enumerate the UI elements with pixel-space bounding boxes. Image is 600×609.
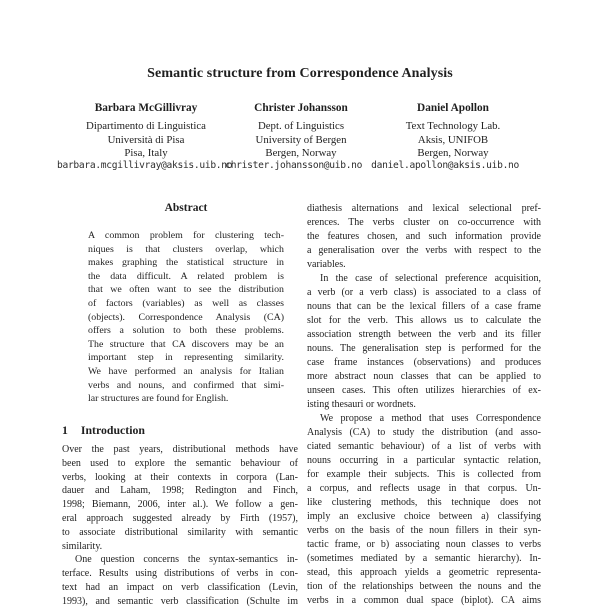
email-text: christer.johansson@uib.no (225, 160, 363, 171)
text-line: Analysis (CA) to study the distribution (and asso- (307, 427, 541, 438)
text-line: erences. The verbs cluster on co-occurrence with (307, 217, 541, 228)
author-name: Barbara McGillivray (94, 102, 198, 114)
email-text: daniel.apollon@aksis.uib.no (371, 160, 519, 171)
text-line: text had an impact on verb classification (Levin, (62, 581, 298, 593)
text-line: verbs on the basis of the noun fillers in their syn- (307, 525, 541, 536)
text-line: 1998; Biemann, 2006, inter al.). We follow a gen- (62, 499, 298, 511)
text-line: offers a solution to both these problems. (88, 325, 284, 337)
text-line: One question concerns the syntax-semantics in- (75, 554, 298, 566)
section-title: Introduction (80, 423, 145, 437)
text-line: association strength between the verb and its filler (307, 329, 541, 340)
text-line: niques is that clusters overlap, which (88, 243, 284, 255)
text-line: like clustering methods, this technique does not (307, 497, 541, 508)
text-line: more abstract noun classes that can be applied to (307, 371, 541, 382)
text-line: We propose a method that uses Correspondence (320, 413, 541, 424)
text-line: imply an exclusive choice between a) classifying (307, 511, 541, 522)
text-line: nouns. The generalisation step is performed for the (307, 343, 541, 354)
page-title: Semantic structure from Correspondence Analysis (147, 66, 453, 81)
text-line: ciated semantic behaviour) of a list of verbs with (307, 441, 541, 452)
text-line: (sometimes mediated by a semantic hierarchy). In- (307, 553, 541, 564)
text-line: slot for the verb. This allows us to calculate the (307, 315, 541, 326)
text-line: tactic frame, or b) associating noun classes to verbs (307, 539, 541, 550)
author-affiliation: Dept. of Linguistics (257, 120, 345, 132)
text-line: We have performed an analysis for Italian (88, 365, 284, 377)
text-line: eral approach suggested already by Firth (1957), (62, 512, 298, 524)
author-affiliation: Dipartimento di Linguistica (86, 120, 206, 132)
text-line: terface. Results using distributions of verbs in con- (62, 568, 298, 580)
text-line: nouns occurring in a particular syntactic relation, (307, 455, 541, 466)
column-right (307, 202, 541, 608)
author-name: Daniel Apollon (417, 102, 489, 114)
text-line: verbs and nouns, and confirmed that simi- (88, 379, 284, 391)
text-line: of factors (variables) as well as classes (88, 297, 284, 309)
author-affiliation: University of Bergen (255, 133, 347, 146)
section-heading (62, 423, 298, 438)
author-affiliation: Bergen, Norway (265, 147, 337, 159)
text-line: unseen cases. This often utilizes hierarchies of ex- (307, 385, 541, 396)
text-line: 1993), and semantic verb classification (Schulte im (62, 595, 298, 607)
abstract-heading: Abstract (164, 202, 208, 214)
text-line: Over the past years, distributional methods have (62, 444, 298, 455)
author-block (358, 101, 548, 161)
author-affiliation: Aksis, UNIFOB (417, 133, 489, 146)
text-line: the features chosen, and such information provide (307, 231, 541, 242)
text-line: (objects). Correspondence Analysis (CA) (88, 311, 284, 323)
text-line: tion of the relationships between the nouns and the (307, 581, 541, 592)
author-affiliation: Text Technology Lab. (405, 120, 501, 132)
text-line: lar structures are found for English. (88, 393, 229, 405)
abstract-text (88, 229, 284, 406)
column-left (62, 443, 298, 609)
text-line: isting thesauri or wordnets. (307, 399, 416, 410)
author-affiliation: Bergen, Norway (417, 147, 489, 159)
text-line: dauer and Laham, 1998; Redington and Finch, (62, 485, 298, 497)
text-line: a verb (or a verb class) is associated to a class of (307, 287, 541, 298)
text-line: similarity. (62, 540, 103, 552)
section-number: 1 (62, 423, 68, 437)
text-line: case frame instances (observations) and produces (307, 357, 541, 368)
text-line: important step in representing similarity. (88, 352, 284, 364)
text-line: nouns that can be the lexical fillers of a case frame (307, 301, 541, 312)
text-line: a corpus, and reflects usage in that corpus. Un- (307, 483, 541, 494)
text-line: verbs, looking at their contexts in corpora (Lan- (62, 471, 298, 483)
text-line: In the case of selectional preference acquisition, (320, 273, 541, 284)
author-name: Christer Johansson (254, 102, 348, 114)
author-affiliation: Università di Pisa (107, 133, 185, 146)
email-text: barbara.mcgillivray@aksis.uib.no (57, 160, 233, 171)
text-line: variables. (307, 259, 346, 270)
author-emails (57, 160, 519, 171)
text-line: that we often want to see the distribution (88, 284, 284, 296)
text-line: been used to explore the semantic behaviour of (62, 457, 298, 469)
text-line: A common problem for clustering tech- (88, 230, 284, 241)
text-line: to associate distributional similarity with semantic (62, 526, 298, 538)
text-line: stead, this approach yields a geometric representa- (307, 567, 541, 578)
author-affiliation: Pisa, Italy (124, 147, 168, 159)
text-line: makes graphing the statistical structure in (88, 257, 284, 269)
text-line: a generalisation over the verbs with respect to the (307, 245, 541, 256)
text-line: for example their subjects. This is collected from (307, 469, 541, 480)
text-line: The structure that CA discovers may be an (88, 338, 284, 350)
text-line: the data difficult. A related problem is (88, 270, 284, 282)
text-line: diathesis alternations and lexical selectional pref- (307, 203, 541, 214)
text-line: verbs in a common dual space (biplot). CA aims (307, 595, 541, 606)
